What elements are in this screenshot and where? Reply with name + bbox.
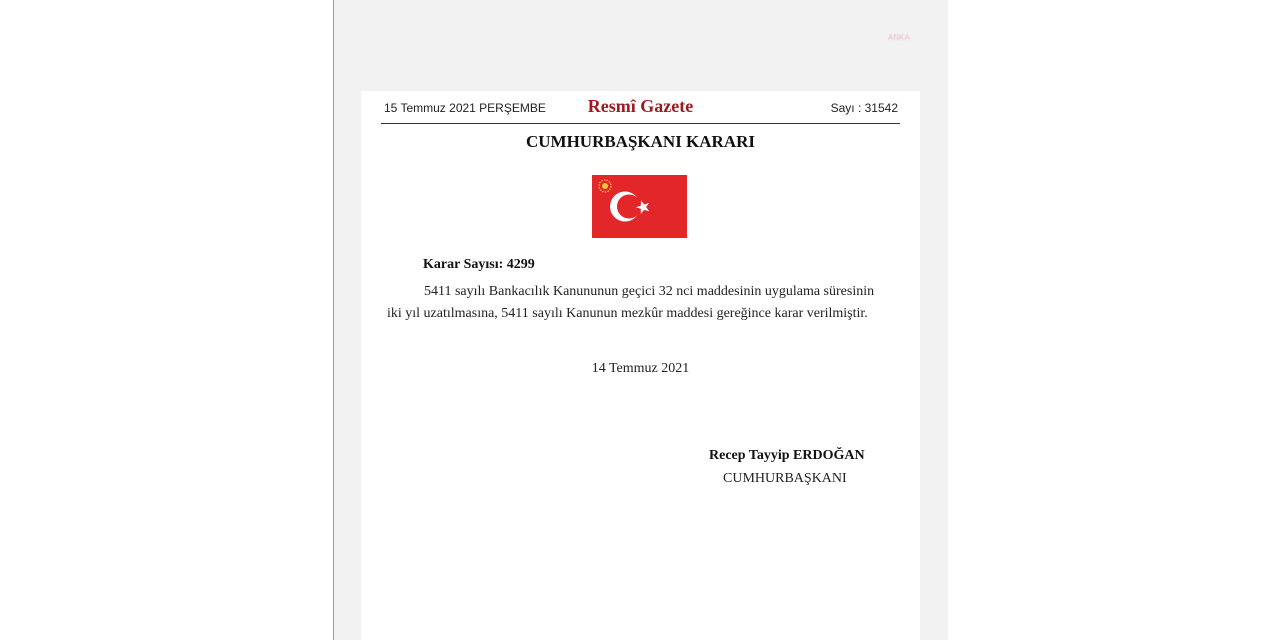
gazette-page bbox=[361, 91, 920, 640]
decision-number: Karar Sayısı: 4299 bbox=[423, 257, 535, 272]
decision-body: 5411 sayılı Bankacılık Kanununun geçici 32 nci maddesinin uygulama süresinin iki yıl uzatılmasına, 5411 sayılı Kanunun mezkûr maddesi gereğince karar verilmiştir. bbox=[387, 284, 875, 321]
gazette-header bbox=[381, 91, 900, 124]
gazette-date: 15 Temmuz 2021 PERŞEMBE bbox=[384, 101, 546, 115]
gazette-issue-number: Sayı : 31542 bbox=[830, 101, 898, 115]
document-title: CUMHURBAŞKANI KARARI bbox=[525, 132, 756, 151]
signatory-name: Recep Tayyip ERDOĞAN bbox=[709, 448, 865, 463]
decision-date: 14 Temmuz 2021 bbox=[591, 361, 690, 376]
signatory-title: CUMHURBAŞKANI bbox=[723, 471, 847, 486]
presidential-flag-icon bbox=[592, 175, 687, 238]
gazette-title: Resmî Gazete bbox=[587, 96, 694, 116]
watermark: ANKA bbox=[888, 33, 910, 42]
